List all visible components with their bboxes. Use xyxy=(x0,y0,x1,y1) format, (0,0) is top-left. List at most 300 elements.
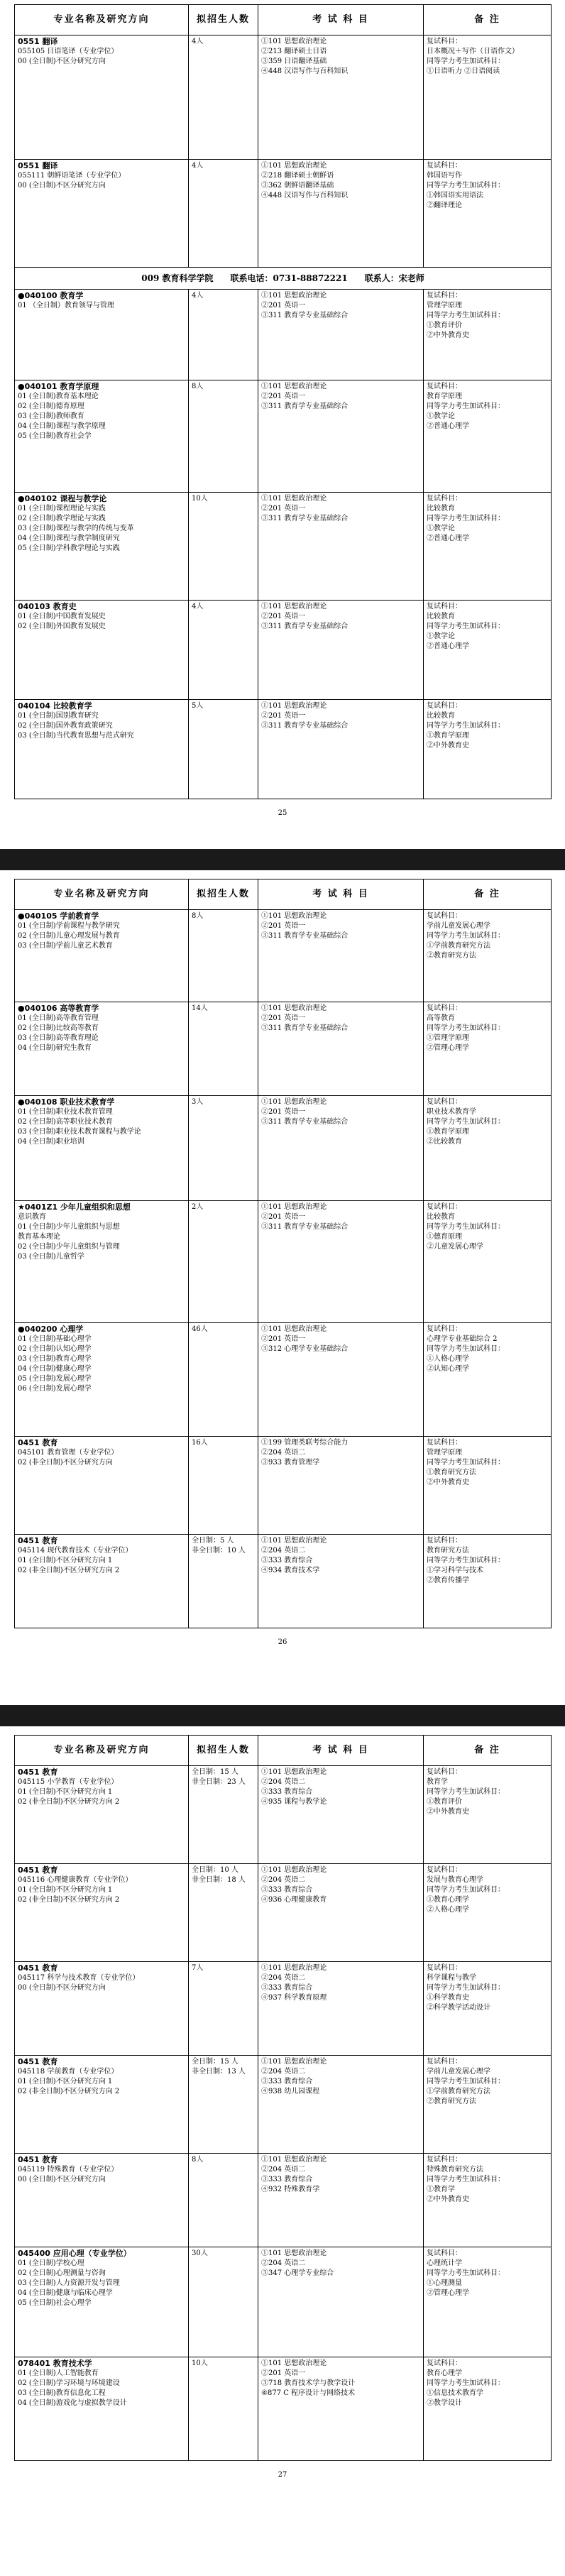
cell-line: ①学前教育研究方法 xyxy=(427,942,490,950)
cell-line: 日本概况＋写作（日语作文） xyxy=(427,48,519,55)
table-header-row xyxy=(15,5,552,35)
cell-heading: 复试科目： xyxy=(427,292,462,300)
header-enrollment: 拟招生人数 xyxy=(189,5,258,35)
cell-heading: 复试科目： xyxy=(427,1004,462,1012)
cell-line: 教育心理学 xyxy=(427,2369,462,2377)
program-row xyxy=(15,2056,552,2154)
cell-line: ②204 英语二 xyxy=(261,2259,306,2267)
cell-heading: 8人 xyxy=(192,383,204,390)
cell-line: 同等学力考生加试科目： xyxy=(427,57,505,65)
program-row xyxy=(15,2247,552,2357)
cell-heading: ●040102 课程与教学论 xyxy=(18,494,107,503)
page-number: 25 xyxy=(278,809,287,817)
cell-heading: 复试科目： xyxy=(427,603,462,610)
exam-subjects-cell xyxy=(258,35,424,160)
cell-line: ②204 英语二 xyxy=(261,1974,306,1982)
cell-heading: 复试科目： xyxy=(427,1537,462,1545)
program-row xyxy=(15,910,552,1002)
enrollment-cell xyxy=(189,2056,258,2154)
cell-line: ③333 教育综合 xyxy=(261,1886,313,1894)
program-row xyxy=(15,1201,552,1323)
cell-line: ③333 教育综合 xyxy=(261,1984,313,1992)
cell-line: ③311 教育学专业基础综合 xyxy=(261,515,349,522)
cell-line: 同等学力考生加试科目： xyxy=(427,1459,505,1467)
page-separator xyxy=(0,849,565,870)
enrollment-cell xyxy=(189,1535,258,1628)
cell-heading: 复试科目： xyxy=(427,2156,462,2164)
notes-cell xyxy=(424,1323,552,1437)
cell-line: 发展与教育心理学 xyxy=(427,1876,483,1884)
cell-heading: 10人 xyxy=(192,495,208,503)
cell-heading: ①101 思想政治理论 xyxy=(261,2156,327,2164)
enrollment-cell xyxy=(189,1096,258,1201)
cell-line: 03 (全日制)职业技术教育课程与教学论 xyxy=(18,1128,141,1136)
cell-line: 04 (全日制)课程与教学制度研究 xyxy=(18,535,120,542)
cell-heading: ①101 思想政治理论 xyxy=(261,1768,327,1776)
program-row xyxy=(15,1323,552,1437)
cell-heading: 045400 应用心理（专业学位） xyxy=(18,2249,131,2258)
exam-subjects-cell xyxy=(258,1323,424,1437)
enrollment-cell xyxy=(189,1766,258,1864)
cell-line: 01 (全日制)中国教育发展史 xyxy=(18,613,106,620)
notes-cell xyxy=(424,1962,552,2056)
cell-heading: ①101 思想政治理论 xyxy=(261,702,327,710)
cell-heading: 复试科目： xyxy=(427,2249,462,2257)
cell-heading: 4人 xyxy=(192,603,204,610)
cell-heading: 0551 翻译 xyxy=(18,161,58,170)
program-row xyxy=(15,1535,552,1628)
cell-line: ②204 英语二 xyxy=(261,1547,306,1555)
cell-heading: ●040101 教育学原理 xyxy=(18,382,99,391)
cell-line: 045101 教育管理（专业学位） xyxy=(18,1449,119,1457)
cell-line: 01 (全日制)学校心理 xyxy=(18,2259,84,2267)
notes-cell xyxy=(424,35,552,160)
program-row xyxy=(15,1864,552,1962)
cell-line: 管理学原理 xyxy=(427,1449,462,1457)
header-major: 专业名称及研究方向 xyxy=(15,5,189,35)
cell-heading: ①101 思想政治理论 xyxy=(261,912,327,920)
cell-line: 03 (全日制)当代教育思想与范式研究 xyxy=(18,732,134,740)
cell-heading: 0451 教育 xyxy=(18,1963,58,1973)
table-header-row xyxy=(15,879,552,910)
cell-heading: 全日制：5 人 xyxy=(192,1537,234,1545)
cell-heading: 0451 教育 xyxy=(18,1865,58,1875)
cell-heading: 复试科目： xyxy=(427,2359,462,2367)
program-row xyxy=(15,1437,552,1535)
enrollment-cell xyxy=(189,2357,258,2461)
page-separator xyxy=(0,1705,565,1726)
exam-subjects-cell xyxy=(258,2154,424,2247)
cell-heading: 复试科目： xyxy=(427,1964,462,1972)
cell-heading: ①101 思想政治理论 xyxy=(261,2249,327,2257)
notes-cell xyxy=(424,2357,552,2461)
exam-subjects-cell xyxy=(258,700,424,799)
cell-heading: 全日制：10 人 xyxy=(192,1866,238,1874)
cell-line: ③333 教育综合 xyxy=(261,2078,313,2086)
cell-line: ②201 英语一 xyxy=(261,1108,306,1116)
cell-line: ④934 教育技术学 xyxy=(261,1567,320,1574)
cell-line: 同等学力考生加试科目： xyxy=(427,402,505,410)
exam-subjects-cell xyxy=(258,2357,424,2461)
cell-line: ①心理测量 xyxy=(427,2279,462,2287)
major-cell xyxy=(15,1864,189,1962)
cell-line: 同等学力考生加试科目： xyxy=(427,2379,505,2387)
notes-cell xyxy=(424,2056,552,2154)
cell-line: ②普通心理学 xyxy=(427,535,469,542)
cell-line: 同等学力考生加试科目： xyxy=(427,1788,505,1796)
cell-line: 00 (全日制)不区分研究方向 xyxy=(18,57,106,65)
notes-cell xyxy=(424,2154,552,2247)
cell-line: 科学课程与教学 xyxy=(427,1974,476,1982)
exam-subjects-cell xyxy=(258,1962,424,2056)
cell-line: 045117 科学与技术教育（专业学位） xyxy=(18,1974,140,1982)
cell-line: 同等学力考生加试科目： xyxy=(427,2078,505,2086)
enrollment-cell xyxy=(189,700,258,799)
program-row xyxy=(15,35,552,160)
cell-line: ①日语听力 ②日语阅读 xyxy=(427,67,500,75)
cell-line: 教育学原理 xyxy=(427,393,462,400)
admissions-table xyxy=(14,1735,552,2461)
major-cell xyxy=(15,700,189,799)
cell-line: 同等学力考生加试科目： xyxy=(427,623,505,630)
cell-line: 教育研究方法 xyxy=(427,1547,469,1555)
cell-line: 01 (全日制)基础心理学 xyxy=(18,1335,92,1343)
cell-heading: 46人 xyxy=(192,1325,208,1333)
header-notes: 备 注 xyxy=(424,1736,552,1766)
cell-line: ③311 教育学专业基础综合 xyxy=(261,1118,349,1126)
enrollment-cell xyxy=(189,160,258,268)
major-cell xyxy=(15,2056,189,2154)
cell-line: ①科学教育史 xyxy=(427,1994,469,2002)
cell-line: ③333 教育综合 xyxy=(261,2176,313,2183)
cell-line: 00 (全日制)不区分研究方向 xyxy=(18,182,106,190)
cell-line: ④937 科学教育原理 xyxy=(261,1994,327,2002)
cell-line: ②201 英语一 xyxy=(261,505,306,513)
cell-heading: 复试科目： xyxy=(427,38,462,45)
enrollment-cell xyxy=(189,2154,258,2247)
notes-cell xyxy=(424,1766,552,1864)
cell-line: 01 (全日制)不区分研究方向 1 xyxy=(18,2078,113,2086)
cell-line: 02 (全日制)教学理论与实践 xyxy=(18,515,106,522)
cell-heading: 040103 教育史 xyxy=(18,602,77,611)
cell-line: 03 (全日制)高等教育理论 xyxy=(18,1034,99,1042)
cell-line: 01 （全日制）教育领导与管理 xyxy=(18,302,114,309)
cell-line: ③311 教育学专业基础综合 xyxy=(261,402,349,410)
header-exam-subjects: 考 试 科 目 xyxy=(258,5,424,35)
header-enrollment: 拟招生人数 xyxy=(189,879,258,910)
header-enrollment: 拟招生人数 xyxy=(189,1736,258,1766)
header-notes: 备 注 xyxy=(424,5,552,35)
cell-line: ④448 汉语写作与百科知识 xyxy=(261,192,349,199)
exam-subjects-cell xyxy=(258,1766,424,1864)
cell-line: ②科学教学活动设计 xyxy=(427,2004,490,2012)
cell-line: ②201 英语一 xyxy=(261,1213,306,1221)
cell-line: 同等学力考生加试科目： xyxy=(427,312,505,319)
cell-heading: ●040105 学前教育学 xyxy=(18,911,99,921)
notes-cell xyxy=(424,1002,552,1096)
enrollment-cell xyxy=(189,1002,258,1096)
header-major: 专业名称及研究方向 xyxy=(15,1736,189,1766)
cell-heading: 复试科目： xyxy=(427,2058,462,2066)
cell-heading: 078401 教育技术学 xyxy=(18,2359,92,2368)
cell-heading: 复试科目： xyxy=(427,1203,462,1211)
major-cell xyxy=(15,380,189,493)
cell-line: 02 (全日制)心理测量与咨询 xyxy=(18,2269,106,2277)
program-row xyxy=(15,2357,552,2461)
cell-line: 04 (全日制)研究生教育 xyxy=(18,1044,92,1052)
cell-heading: 4人 xyxy=(192,292,204,300)
program-row xyxy=(15,1962,552,2056)
cell-line: 02 (全日制)儿童心理发展与教育 xyxy=(18,932,120,940)
admissions-table xyxy=(14,879,552,1628)
department-contact: 009 教育科学学院 联系电话：0731-88872221 联系人：宋老师 xyxy=(15,268,552,290)
cell-line: ①教学论 xyxy=(427,412,455,420)
cell-line: ②认知心理学 xyxy=(427,1365,469,1373)
cell-heading: 全日制：15 人 xyxy=(192,2058,238,2066)
major-cell xyxy=(15,910,189,1002)
cell-line: ②201 英语一 xyxy=(261,393,306,400)
cell-line: 同等学力考生加试科目： xyxy=(427,1557,505,1564)
exam-subjects-cell xyxy=(258,1535,424,1628)
cell-heading: 8人 xyxy=(192,2156,204,2164)
cell-line: 同等学力考生加试科目： xyxy=(427,515,505,522)
cell-line: ③718 教育技术学与教学设计 xyxy=(261,2379,356,2387)
cell-line: 同等学力考生加试科目： xyxy=(427,2176,505,2183)
cell-line: ②201 英语一 xyxy=(261,2369,306,2377)
cell-line: 比较教育 xyxy=(427,712,455,720)
cell-line: 同等学力考生加试科目： xyxy=(427,932,505,940)
cell-line: 04 (全日制)课程与教学原理 xyxy=(18,422,106,430)
cell-line: ①管理学原理 xyxy=(427,1034,469,1042)
cell-heading: ①101 思想政治理论 xyxy=(261,1098,327,1106)
cell-heading: 0551 翻译 xyxy=(18,37,58,46)
enrollment-cell xyxy=(189,2247,258,2357)
cell-heading: ①101 思想政治理论 xyxy=(261,1964,327,1972)
cell-line: ③311 教育学专业基础综合 xyxy=(261,312,349,319)
cell-heading: 复试科目： xyxy=(427,1439,462,1447)
cell-line: ①教育学原理 xyxy=(427,1128,469,1136)
cell-heading: 复试科目： xyxy=(427,1768,462,1776)
cell-line: ②普通心理学 xyxy=(427,642,469,650)
cell-line: 01 (全日制)不区分研究方向 1 xyxy=(18,1557,113,1564)
cell-line: 02 (全日制)学习环境与环境建设 xyxy=(18,2379,120,2387)
cell-line: ②人格心理学 xyxy=(427,1906,469,1914)
cell-line: 04 (全日制)游戏化与虚拟教学设计 xyxy=(18,2399,127,2407)
cell-heading: 0451 教育 xyxy=(18,1536,58,1545)
exam-subjects-cell xyxy=(258,1437,424,1535)
major-cell xyxy=(15,2357,189,2461)
cell-line: ②儿童发展心理学 xyxy=(427,1243,483,1251)
cell-line: 同等学力考生加试科目： xyxy=(427,1886,505,1894)
cell-line: ③933 教育管理学 xyxy=(261,1459,320,1467)
cell-line: ③311 教育学专业基础综合 xyxy=(261,932,349,940)
exam-subjects-cell xyxy=(258,2247,424,2357)
exam-subjects-cell xyxy=(258,1201,424,1323)
notes-cell xyxy=(424,700,552,799)
cell-line: ②204 英语二 xyxy=(261,2166,306,2174)
cell-line: 01 (全日制)职业技术教育管理 xyxy=(18,1108,113,1116)
cell-line: 05 (全日制)发展心理学 xyxy=(18,1375,92,1383)
cell-line: ④877 C 程序设计与网络技术 xyxy=(261,2389,356,2397)
cell-line: 01 (全日制)学前课程与教学研究 xyxy=(18,922,120,930)
exam-subjects-cell xyxy=(258,290,424,380)
exam-subjects-cell xyxy=(258,1864,424,1962)
cell-heading: ①101 思想政治理论 xyxy=(261,2359,327,2367)
cell-line: ②中外教育史 xyxy=(427,331,469,339)
cell-line: ①教育学原理 xyxy=(427,732,469,740)
cell-line: ②204 英语二 xyxy=(261,1449,306,1457)
major-cell xyxy=(15,1535,189,1628)
cell-line: 03 (全日制)儿童哲学 xyxy=(18,1253,84,1261)
major-cell xyxy=(15,1766,189,1864)
program-row xyxy=(15,160,552,268)
cell-heading: 040104 比较教育学 xyxy=(18,701,92,711)
exam-subjects-cell xyxy=(258,601,424,700)
cell-heading: ●040100 教育学 xyxy=(18,291,84,300)
notes-cell xyxy=(424,2247,552,2357)
cell-heading: 2人 xyxy=(192,1203,204,1211)
cell-line: ④448 汉语写作与百科知识 xyxy=(261,67,349,75)
cell-heading: ①101 思想政治理论 xyxy=(261,495,327,503)
cell-line: ④938 幼儿园课程 xyxy=(261,2088,320,2095)
cell-line: ③333 教育综合 xyxy=(261,1557,313,1564)
cell-line: 非全日制：18 人 xyxy=(192,1876,246,1884)
cell-line: 02 (全日制)少年儿童组织与管理 xyxy=(18,1243,120,1251)
notes-cell xyxy=(424,1437,552,1535)
cell-line: ②中外教育史 xyxy=(427,742,469,750)
exam-subjects-cell xyxy=(258,493,424,601)
catalog-page-2 xyxy=(14,879,551,1646)
cell-line: ②中外教育史 xyxy=(427,1808,469,1816)
cell-heading: ●040200 心理学 xyxy=(18,1325,84,1334)
cell-line: 意识教育 xyxy=(18,1213,46,1221)
cell-line: 高等教育 xyxy=(427,1014,455,1022)
cell-line: ①教育心理学 xyxy=(427,1896,469,1904)
major-cell xyxy=(15,601,189,700)
department-row xyxy=(15,268,552,290)
cell-line: 045114 现代教育技术（专业学位） xyxy=(18,1547,133,1555)
cell-line: 045116 心理健康教育（专业学位） xyxy=(18,1876,133,1884)
cell-heading: ①101 思想政治理论 xyxy=(261,1203,327,1211)
cell-line: ③311 教育学专业基础综合 xyxy=(261,623,349,630)
cell-line: 02 (非全日制)不区分研究方向 2 xyxy=(18,1567,120,1574)
cell-line: ③311 教育学专业基础综合 xyxy=(261,1024,349,1032)
program-row xyxy=(15,1766,552,1864)
cell-line: 04 (全日制)健康与临床心理学 xyxy=(18,2289,113,2297)
page-number: 27 xyxy=(278,2471,287,2479)
enrollment-cell xyxy=(189,1201,258,1323)
cell-line: ②教育研究方法 xyxy=(427,952,476,960)
cell-line: ②中外教育史 xyxy=(427,1479,469,1486)
major-cell xyxy=(15,35,189,160)
cell-line: ①教育评价 xyxy=(427,1798,462,1806)
notes-cell xyxy=(424,1201,552,1323)
cell-line: ④935 课程与教学论 xyxy=(261,1798,327,1806)
cell-line: 02 (全日制)外国教育发展史 xyxy=(18,623,106,630)
program-row xyxy=(15,380,552,493)
cell-heading: ①101 思想政治理论 xyxy=(261,38,327,45)
major-cell xyxy=(15,290,189,380)
cell-heading: ★0401Z1 少年儿童组织和思想 xyxy=(18,1202,131,1212)
cell-line: ②普通心理学 xyxy=(427,422,469,430)
major-cell xyxy=(15,1201,189,1323)
cell-line: 韩国语写作 xyxy=(427,172,462,180)
cell-heading: 0451 教育 xyxy=(18,2057,58,2066)
cell-line: 00 (全日制)不区分研究方向 xyxy=(18,2176,106,2183)
cell-heading: 0451 教育 xyxy=(18,2155,58,2164)
cell-heading: 5人 xyxy=(192,702,204,710)
cell-line: ①信息技术教育学 xyxy=(427,2389,483,2397)
exam-subjects-cell xyxy=(258,910,424,1002)
cell-line: 特殊教育研究方法 xyxy=(427,2166,483,2174)
enrollment-cell xyxy=(189,601,258,700)
cell-line: 非全日制：10 人 xyxy=(192,1547,246,1555)
cell-line: 同等学力考生加试科目： xyxy=(427,182,505,190)
cell-heading: ①101 思想政治理论 xyxy=(261,162,327,170)
cell-heading: 8人 xyxy=(192,912,204,920)
cell-line: 01 (全日制)少年儿童组织与思想 xyxy=(18,1223,120,1231)
cell-line: ②204 英语二 xyxy=(261,2068,306,2076)
cell-heading: ①101 思想政治理论 xyxy=(261,1325,327,1333)
cell-line: 02 (非全日制)不区分研究方向 2 xyxy=(18,1896,120,1904)
cell-line: 管理学原理 xyxy=(427,302,462,309)
cell-heading: ①101 思想政治理论 xyxy=(261,1537,327,1545)
cell-line: 02 (全日制)认知心理学 xyxy=(18,1345,92,1353)
cell-line: ②201 英语一 xyxy=(261,922,306,930)
cell-heading: 30人 xyxy=(192,2249,208,2257)
cell-line: 00 (全日制)不区分研究方向 xyxy=(18,1984,106,1992)
cell-line: 非全日制：13 人 xyxy=(192,2068,246,2076)
cell-line: ②201 英语一 xyxy=(261,1014,306,1022)
cell-heading: 复试科目： xyxy=(427,1098,462,1106)
cell-line: 01 (全日制)教育基本理论 xyxy=(18,393,99,400)
cell-line: ②管理心理学 xyxy=(427,2289,469,2297)
cell-line: 比较教育 xyxy=(427,613,455,620)
cell-line: 04 (全日制)健康心理学 xyxy=(18,1365,92,1373)
notes-cell xyxy=(424,1096,552,1201)
cell-line: ②201 英语一 xyxy=(261,302,306,309)
cell-heading: 复试科目： xyxy=(427,495,462,503)
cell-heading: 复试科目： xyxy=(427,1325,462,1333)
cell-line: 02 (非全日制)不区分研究方向 2 xyxy=(18,1798,120,1806)
cell-line: ④936 心理健康教育 xyxy=(261,1896,327,1904)
cell-line: ①教学论 xyxy=(427,632,455,640)
cell-heading: 复试科目： xyxy=(427,383,462,390)
cell-heading: 14人 xyxy=(192,1004,208,1012)
cell-line: 同等学力考生加试科目： xyxy=(427,2269,505,2277)
cell-heading: 16人 xyxy=(192,1439,208,1447)
cell-line: 05 (全日制)学科教学理论与实践 xyxy=(18,544,120,552)
major-cell xyxy=(15,1323,189,1437)
notes-cell xyxy=(424,910,552,1002)
cell-line: ②比较教育 xyxy=(427,1138,462,1146)
major-cell xyxy=(15,2154,189,2247)
cell-line: ②218 翻译硕士朝鲜语 xyxy=(261,172,334,180)
cell-line: ②教育研究方法 xyxy=(427,2098,476,2105)
cell-line: ②204 英语二 xyxy=(261,1876,306,1884)
cell-line: 学前儿童发展心理学 xyxy=(427,2068,490,2076)
cell-line: ①德育原理 xyxy=(427,1233,462,1241)
enrollment-cell xyxy=(189,1962,258,2056)
notes-cell xyxy=(424,1535,552,1628)
catalog-page-3 xyxy=(14,1735,551,2479)
major-cell xyxy=(15,493,189,601)
cell-heading: ①101 思想政治理论 xyxy=(261,1866,327,1874)
cell-line: ②213 翻译硕士日语 xyxy=(261,48,327,55)
cell-line: 02 (全日制)德育原理 xyxy=(18,402,84,410)
cell-line: 同等学力考生加试科目： xyxy=(427,1118,505,1126)
program-row xyxy=(15,2154,552,2247)
